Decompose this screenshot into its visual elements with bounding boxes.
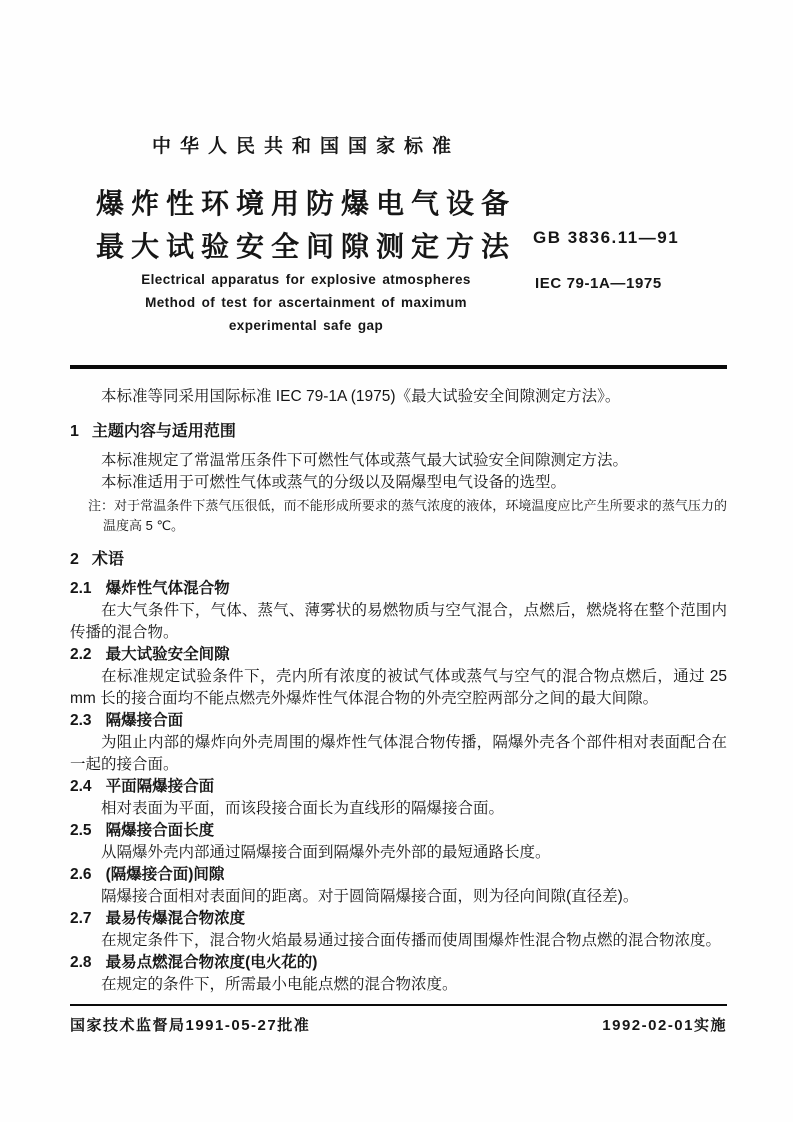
paragraph: 本标准规定了常温常压条件下可燃性气体或蒸气最大试验安全间隙测定方法。 bbox=[101, 452, 629, 469]
section-title: 隔爆接合面长度 bbox=[105, 822, 215, 839]
section-number: 2.2 bbox=[70, 646, 92, 663]
paragraph: 本标准适用于可燃性气体或蒸气的分级以及隔爆型电气设备的选型。 bbox=[101, 474, 567, 491]
section-title: 隔爆接合面 bbox=[105, 712, 184, 729]
subsection-heading bbox=[70, 776, 727, 798]
note: 注：对于常温条件下蒸气压很低，而不能形成所要求的蒸气浓度的液体，环境温度应比产生所要求的蒸气压力的温度高 5 ℃。 bbox=[88, 498, 727, 533]
title-block bbox=[70, 125, 542, 365]
paragraph: 在标准规定试验条件下，壳内所有浓度的被试气体或蒸气与空气的混合物点燃后，通过 25 mm 长的接合面均不能点燃壳外爆炸性气体混合物的外壳空腔两部分之间的最大间隙。 bbox=[70, 668, 727, 707]
section-title: 最大试验安全间隙 bbox=[105, 646, 230, 663]
subsection-heading bbox=[70, 864, 727, 886]
doc-title-en-line1: Electrical apparatus for explosive atmospheres bbox=[141, 272, 471, 287]
paragraph: 在规定条件下，混合物火焰最易通过接合面传播而使周围爆炸性混合物点燃的混合物浓度。 bbox=[101, 932, 722, 949]
section-number: 1 bbox=[70, 423, 79, 440]
footer-divider-rule bbox=[70, 1004, 727, 1006]
paragraph: 在规定的条件下，所需最小电能点燃的混合物浓度。 bbox=[101, 976, 458, 993]
document-header bbox=[70, 125, 727, 365]
section-number: 2 bbox=[70, 551, 79, 568]
document-body bbox=[70, 386, 727, 996]
section-heading bbox=[70, 549, 727, 571]
subsection-heading bbox=[70, 908, 727, 930]
section-title: (隔爆接合面)间隙 bbox=[105, 866, 225, 883]
standard-number: GB 3836.11—91 bbox=[533, 228, 680, 247]
section-number: 2.7 bbox=[70, 910, 92, 927]
doc-title-en-line2: Method of test for ascertainment of maximum bbox=[145, 295, 467, 310]
doc-title-cn-line2: 最大试验安全间隙测定方法 bbox=[95, 231, 516, 262]
section-title: 最易传爆混合物浓度 bbox=[105, 910, 246, 927]
effective-date-text: 1992-02-01实施 bbox=[602, 1017, 727, 1034]
subsection-heading bbox=[70, 578, 727, 600]
section-title: 主题内容与适用范围 bbox=[91, 423, 236, 440]
section-number: 2.8 bbox=[70, 954, 92, 971]
section-number: 2.4 bbox=[70, 778, 92, 795]
section-title: 爆炸性气体混合物 bbox=[105, 580, 230, 597]
national-standard-label: 中华人民共和国国家标准 bbox=[151, 136, 460, 157]
iec-reference-number: IEC 79-1A—1975 bbox=[535, 275, 662, 292]
section-title: 平面隔爆接合面 bbox=[105, 778, 215, 795]
subsection-heading bbox=[70, 710, 727, 732]
subsection-heading bbox=[70, 952, 727, 974]
section-number: 2.6 bbox=[70, 866, 92, 883]
section-heading bbox=[70, 421, 727, 443]
header-divider-rule bbox=[70, 365, 727, 369]
paragraph: 隔爆接合面相对表面间的距离。对于圆筒隔爆接合面，则为径向间隙(直径差)。 bbox=[101, 888, 639, 905]
section-number: 2.3 bbox=[70, 712, 92, 729]
paragraph: 为阻止内部的爆炸向外壳周围的爆炸性气体混合物传播，隔爆外壳各个部件相对表面配合在一起的接合面。 bbox=[70, 734, 727, 773]
section-number: 2.5 bbox=[70, 822, 92, 839]
paragraph: 相对表面为平面，而该段接合面长为直线形的隔爆接合面。 bbox=[101, 800, 505, 817]
section-number: 2.1 bbox=[70, 580, 92, 597]
section-title: 最易点燃混合物浓度(电火花的) bbox=[105, 954, 318, 971]
doc-title-cn-line1: 爆炸性环境用防爆电气设备 bbox=[95, 188, 516, 219]
approval-text: 国家技术监督局1991-05-27批准 bbox=[70, 1017, 311, 1034]
paragraph: 在大气条件下，气体、蒸气、薄雾状的易燃物质与空气混合，点燃后，燃烧将在整个范围内传播的混合物。 bbox=[70, 602, 727, 641]
paragraph: 从隔爆外壳内部通过隔爆接合面到隔爆外壳外部的最短通路长度。 bbox=[101, 844, 551, 861]
section-title: 术语 bbox=[91, 551, 124, 568]
paragraph: 本标准等同采用国际标准 IEC 79-1A (1975)《最大试验安全间隙测定方法》。 bbox=[101, 388, 621, 405]
subsection-heading bbox=[70, 820, 727, 842]
doc-title-en-line3: experimental safe gap bbox=[228, 318, 384, 333]
note-label: 注： bbox=[88, 498, 115, 513]
subsection-heading bbox=[70, 644, 727, 666]
document-footer bbox=[70, 1004, 727, 1035]
